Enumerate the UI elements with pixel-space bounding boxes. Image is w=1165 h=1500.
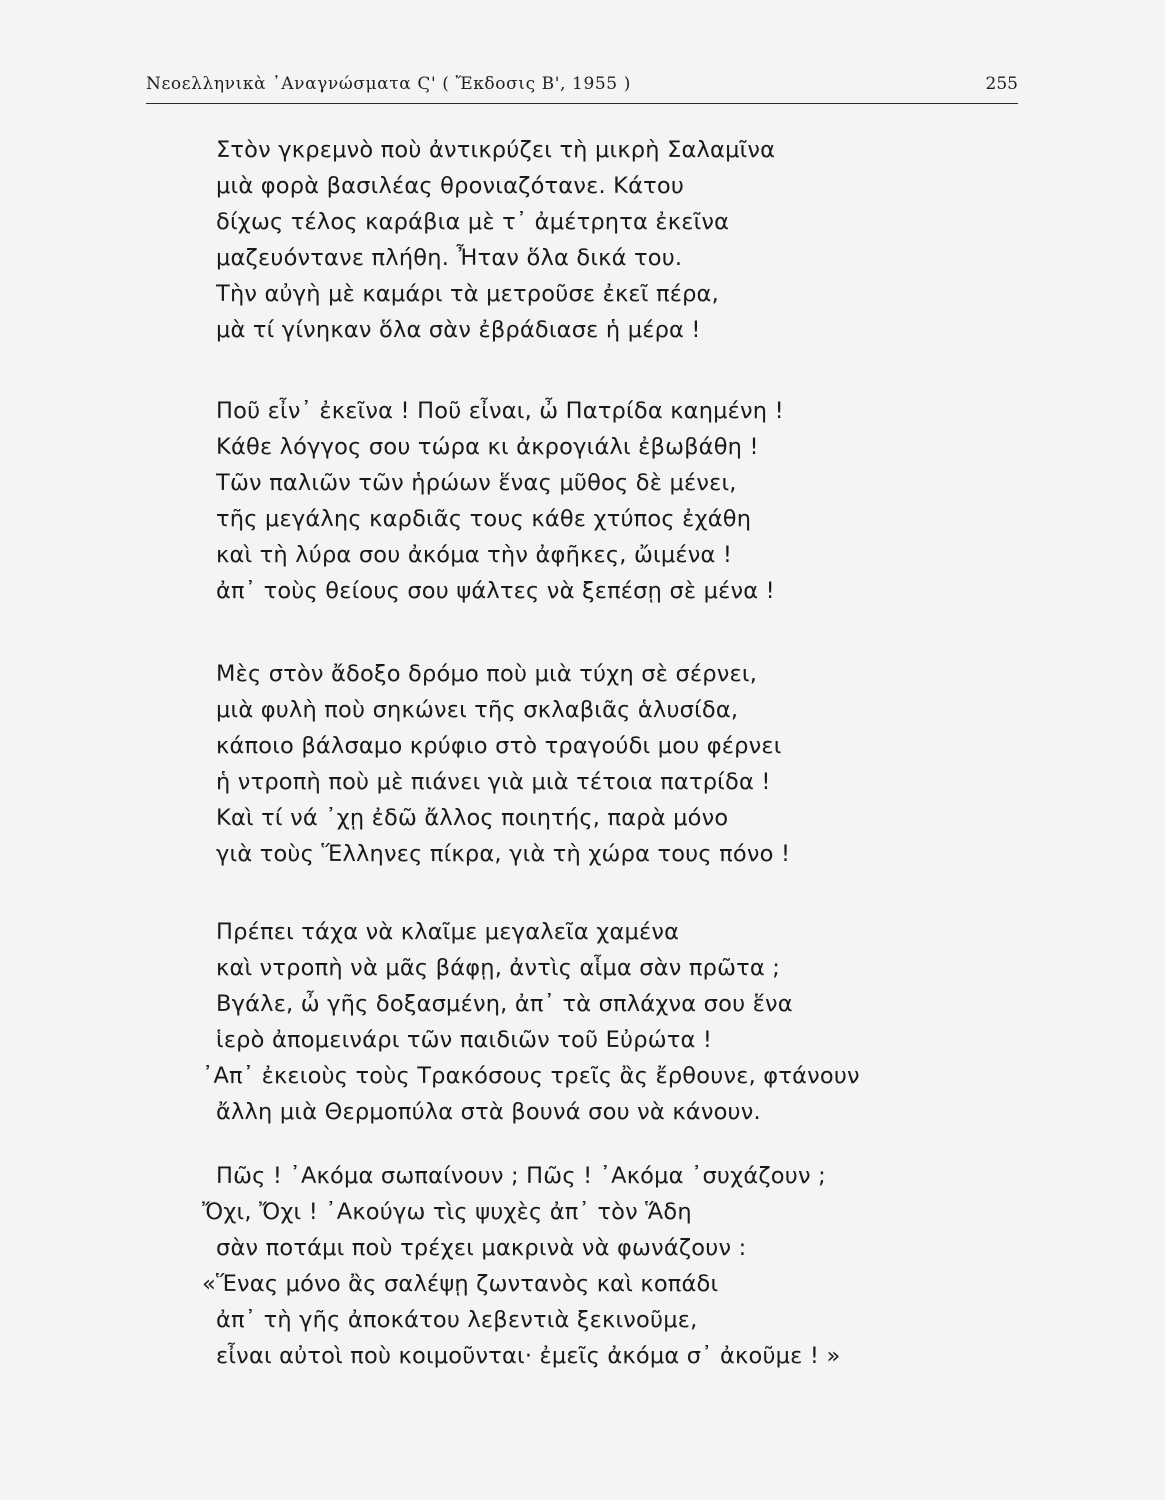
- poem-line: μαζευόντανε πλήθη. Ἦταν ὅλα δικά του.: [216, 245, 683, 271]
- poem-line: Τῶν παλιῶν τῶν ἡρώων ἕνας μῦθος δὲ μένει,: [216, 470, 737, 496]
- poem-line: μιὰ φυλὴ ποὺ σηκώνει τῆς σκλαβιᾶς ἁλυσίδα,: [216, 697, 739, 723]
- stanza-1: [216, 132, 775, 348]
- poem-line: «Ἕνας μόνο ἂς σαλέψῃ ζωντανὸς καὶ κοπάδι: [202, 1271, 719, 1297]
- poem-line: ἀπ᾿ τὴ γῆς ἀποκάτου λεβεντιὰ ξεκινοῦμε,: [216, 1307, 698, 1333]
- stanza-2: [216, 393, 784, 609]
- poem-line: Καὶ τί νά ᾿χῃ ἐδῶ ἄλλος ποιητής, παρὰ μόνο: [216, 805, 729, 831]
- poem-line: ᾿Απ᾿ ἐκειοὺς τοὺς Τρακόσους τρεῖς ἂς ἔρθουνε, φτάνουν: [202, 1063, 860, 1089]
- poem-line: κάποιο βάλσαμο κρύφιο στὸ τραγούδι μου φέρνει: [216, 733, 782, 759]
- stanza-4: [202, 914, 860, 1130]
- poem-line: ἱερὸ ἀπομεινάρι τῶν παιδιῶν τοῦ Εὐρώτα !: [216, 1027, 713, 1053]
- poem-line: Στὸν γκρεμνὸ ποὺ ἀντικρύζει τὴ μικρὴ Σαλαμῖνα: [216, 137, 776, 163]
- stanza-5: [202, 1158, 841, 1374]
- poem-line: Ὄχι, Ὄχι ! ᾿Ακούγω τὶς ψυχὲς ἀπ᾿ τὸν Ἅδη: [202, 1199, 692, 1225]
- stanza-3: [216, 656, 790, 872]
- poem-line: Πρέπει τάχα νὰ κλαῖμε μεγαλεῖα χαμένα: [216, 919, 680, 945]
- page-number: 255: [985, 74, 1018, 94]
- poem-line: Ποῦ εἶν᾿ ἐκεῖνα ! Ποῦ εἶναι, ὦ Πατρίδα καημένη !: [216, 398, 784, 424]
- poem-line: καὶ τὴ λύρα σου ἀκόμα τὴν ἀφῆκες, ὤιμένα !: [216, 542, 733, 568]
- poem-line: εἶναι αὐτοὶ ποὺ κοιμοῦνται· ἐμεῖς ἀκόμα σ᾿ ἀκοῦμε ! »: [216, 1343, 841, 1369]
- poem-line: σὰν ποτάμι ποὺ τρέχει μακρινὰ νὰ φωνάζουν :: [216, 1235, 747, 1261]
- poem-line: Κάθε λόγγος σου τώρα κι ἀκρογιάλι ἐβωβάθη !: [216, 434, 759, 460]
- poem-line: γιὰ τοὺς Ἕλληνες πίκρα, γιὰ τὴ χώρα τους πόνο !: [216, 841, 791, 867]
- poem-line: Μὲς στὸν ἄδοξο δρόμο ποὺ μιὰ τύχη σὲ σέρνει,: [216, 661, 758, 687]
- poem-line: Πῶς ! ᾿Ακόμα σωπαίνουν ; Πῶς ! ᾿Ακόμα ᾿συχάζουν ;: [216, 1163, 826, 1189]
- poem-line: Βγάλε, ὦ γῆς δοξασμένη, ἀπ᾿ τὰ σπλάχνα σου ἕνα: [216, 991, 793, 1017]
- poem-line: ἀπ᾿ τοὺς θείους σου ψάλτες νὰ ξεπέσῃ σὲ μένα !: [216, 578, 775, 604]
- running-title: Νεοελληνικὰ ᾿Αναγνώσματα Ϛ' ( Ἔκδοσις Β', 1955 ): [146, 74, 631, 94]
- poem-line: δίχως τέλος καράβια μὲ τ᾿ ἀμέτρητα ἐκεῖνα: [216, 209, 730, 235]
- poem-line: μιὰ φορὰ βασιλέας θρονιαζότανε. Κάτου: [216, 173, 685, 199]
- poem-line: ἄλλη μιὰ Θερμοπύλα στὰ βουνά σου νὰ κάνουν.: [216, 1099, 761, 1125]
- poem-line: Τὴν αὐγὴ μὲ καμάρι τὰ μετροῦσε ἐκεῖ πέρα,: [216, 281, 719, 307]
- poem-line: καὶ ντροπὴ νὰ μᾶς βάφῃ, ἀντὶς αἷμα σὰν πρῶτα ;: [216, 955, 781, 981]
- poem-line: τῆς μεγάλης καρδιᾶς τους κάθε χτύπος ἐχάθη: [216, 506, 752, 532]
- poem-line: ἡ ντροπὴ ποὺ μὲ πιάνει γιὰ μιὰ τέτοια πατρίδα !: [216, 769, 771, 795]
- poem-line: μὰ τί γίνηκαν ὅλα σὰν ἐβράδιασε ἡ μέρα !: [216, 317, 701, 343]
